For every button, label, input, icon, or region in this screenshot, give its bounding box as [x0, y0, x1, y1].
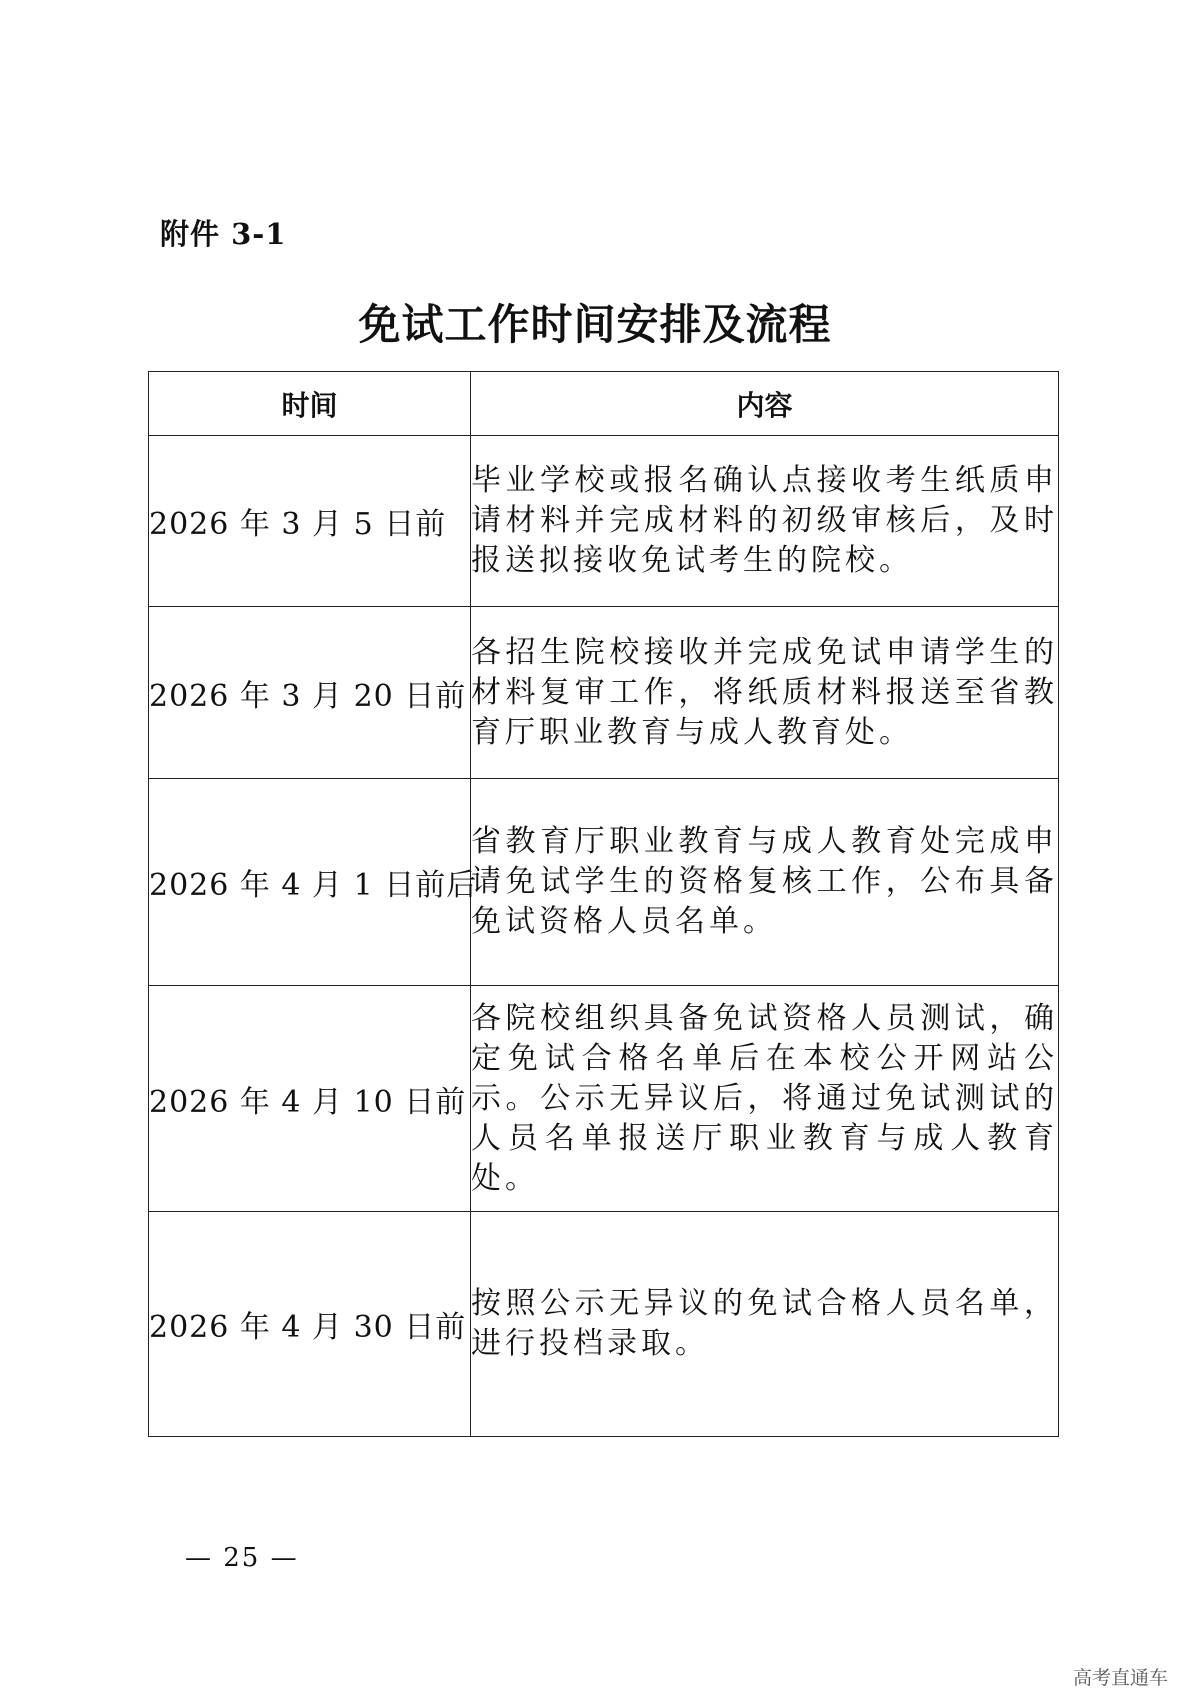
page-number: — 25 —	[185, 1543, 299, 1573]
table-row	[149, 779, 1059, 986]
time-cell: 2026 年 3 月 5 日前	[149, 436, 471, 607]
table-row	[149, 607, 1059, 779]
attachment-label: 附件 3-1	[160, 217, 287, 251]
content-cell: 按照公示无异议的免试合格人员名单，进行投档录取。	[471, 1212, 1059, 1437]
content-cell: 省教育厅职业教育与成人教育处完成申请免试学生的资格复核工作，公布具备免试资格人员名单。	[471, 779, 1059, 986]
table-row	[149, 436, 1059, 607]
time-cell: 2026 年 3 月 20 日前	[149, 607, 471, 779]
column-header-time: 时间	[149, 372, 471, 436]
table-row	[149, 1212, 1059, 1437]
table-header-row	[149, 372, 1059, 436]
schedule-table	[148, 371, 1059, 1437]
time-cell: 2026 年 4 月 30 日前	[149, 1212, 471, 1437]
content-cell: 各院校组织具备免试资格人员测试，确定免试合格名单后在本校公开网站公示。公示无异议后，将通过免试测试的人员名单报送厅职业教育与成人教育处。	[471, 986, 1059, 1212]
table-row	[149, 986, 1059, 1212]
content-cell: 毕业学校或报名确认点接收考生纸质申请材料并完成材料的初级审核后，及时报送拟接收免试考生的院校。	[471, 436, 1059, 607]
content-cell: 各招生院校接收并完成免试申请学生的材料复审工作，将纸质材料报送至省教育厅职业教育与成人教育处。	[471, 607, 1059, 779]
time-cell: 2026 年 4 月 1 日前后	[149, 779, 471, 986]
watermark: 高考直通车	[1072, 1667, 1168, 1689]
page-title: 免试工作时间安排及流程	[358, 300, 832, 349]
column-header-content: 内容	[471, 372, 1059, 436]
time-cell: 2026 年 4 月 10 日前	[149, 986, 471, 1212]
